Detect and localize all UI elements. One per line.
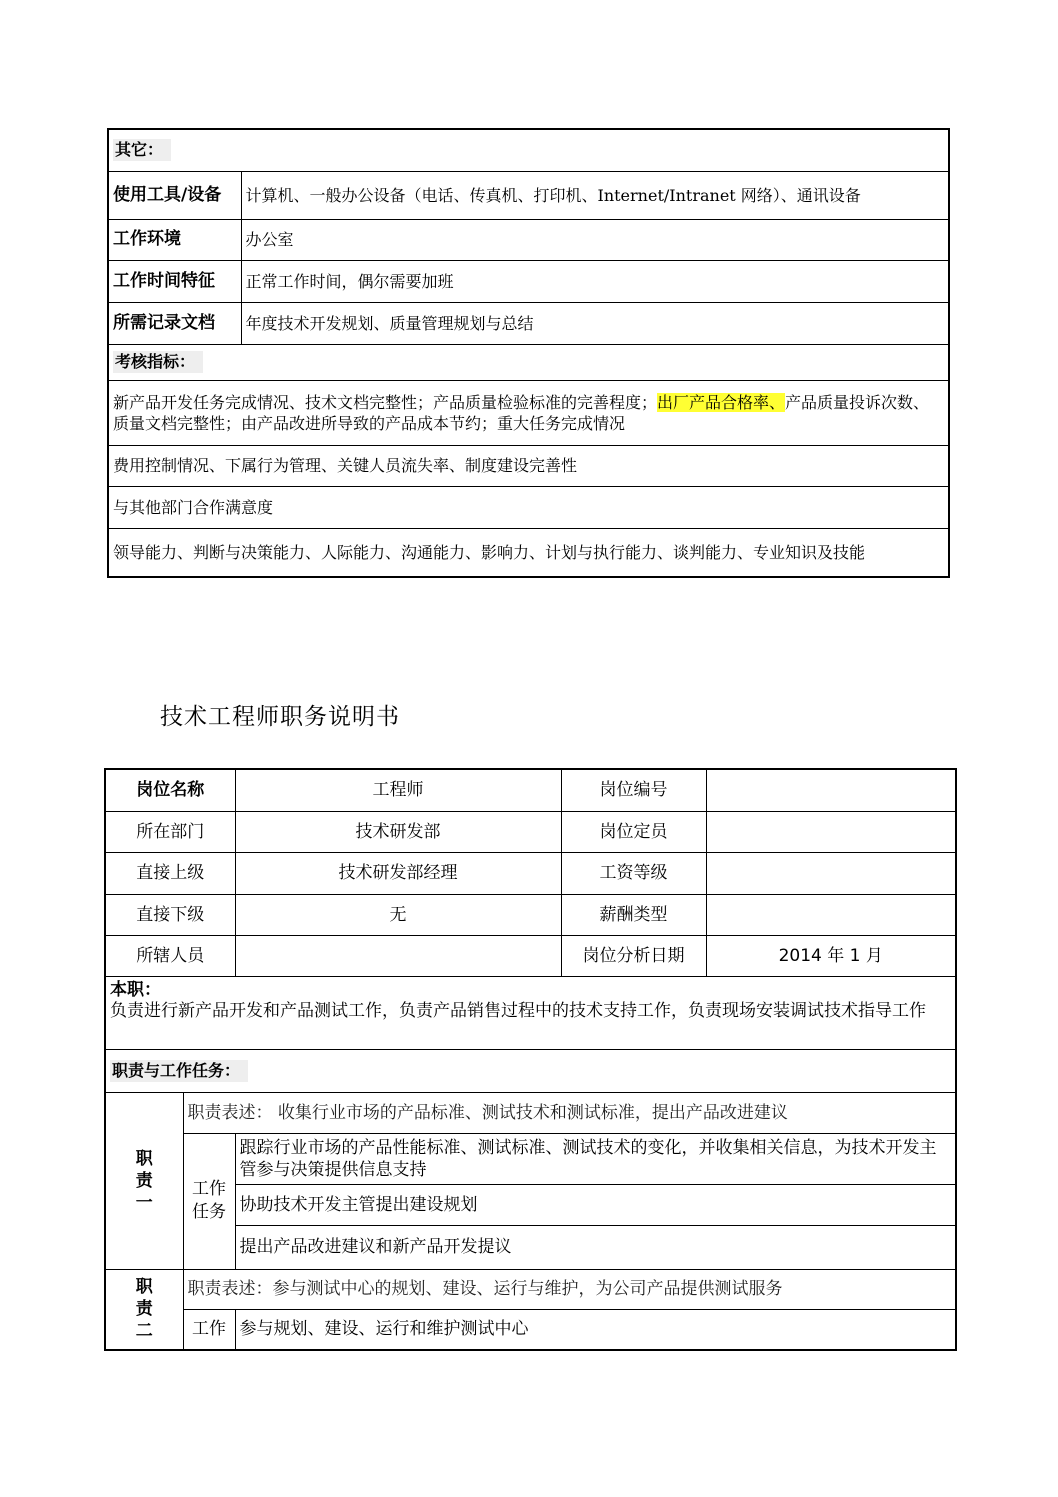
document-title: 技术工程师职务说明书 (160, 704, 400, 730)
duties-section-header: 职责与工作任务： (110, 1060, 248, 1082)
position-name-value: 工程师 (235, 769, 561, 811)
kpi-item-4: 领导能力、判断与决策能力、人际能力、沟通能力、影响力、计划与执行能力、谈判能力、专业知识及技能 (108, 528, 949, 577)
responsibility-row (105, 976, 956, 1049)
headcount-label: 岗位定员 (561, 811, 706, 852)
duty-2-statement: 职责表述：参与测试中心的规划、建设、运行与维护，为公司产品提供测试服务 (183, 1269, 956, 1309)
job-description-table (104, 768, 957, 1351)
kpi-item-1-text-b: 产品质量投诉次数、质量文档完整性；由产品改进所导致的产品成本节约；重大任务完成情况 (113, 392, 930, 433)
department-value: 技术研发部 (235, 811, 561, 852)
duty-2-label: 职 责 二 (105, 1269, 183, 1350)
duty-1-task-2: 协助技术开发主管提出建设规划 (235, 1184, 956, 1225)
tools-value: 计算机、一般办公设备（电话、传真机、打印机、Internet/Intranet 网络）、通讯设备 (241, 171, 949, 219)
environment-label: 工作环境 (108, 219, 241, 260)
duty-1-task-1: 跟踪行业市场的产品性能标准、测试标准、测试技术的变化，并收集相关信息，为技术开发主管参与决策提供信息支持 (235, 1133, 956, 1184)
salary-grade-value (706, 852, 956, 894)
kpi-section-header: 考核指标： (113, 351, 203, 373)
kpi-item-3: 与其他部门合作满意度 (108, 486, 949, 528)
position-code-label: 岗位编号 (561, 769, 706, 811)
pay-type-label: 薪酬类型 (561, 894, 706, 935)
responsibility-header: 本职： (110, 979, 161, 1000)
duties-section-row (105, 1049, 956, 1092)
other-info-table (107, 128, 950, 578)
salary-grade-label: 工资等级 (561, 852, 706, 894)
staff-value (235, 935, 561, 976)
kpi-item-2: 费用控制情况、下属行为管理、关键人员流失率、制度建设完善性 (108, 445, 949, 486)
responsibility-text: 负责进行新产品开发和产品测试工作，负责产品销售过程中的技术支持工作，负责现场安装调试技术指导工作 (110, 1000, 926, 1021)
duty-1-label: 职 责 一 (105, 1092, 183, 1269)
work-time-value: 正常工作时间，偶尔需要加班 (241, 260, 949, 302)
duty-2-task-1: 参与规划、建设、运行和维护测试中心 (235, 1309, 956, 1350)
position-name-label: 岗位名称 (105, 769, 235, 811)
other-section-row (108, 129, 949, 171)
kpi-item-1 (108, 380, 949, 445)
duty-1-task-label: 工作 任务 (183, 1133, 235, 1269)
duty-1-statement: 职责表述： 收集行业市场的产品标准、测试技术和测试标准，提出产品改进建议 (183, 1092, 956, 1133)
kpi-highlight: 出厂产品合格率、 (657, 392, 786, 412)
pay-type-value (706, 894, 956, 935)
position-code-value (706, 769, 956, 811)
other-section-header: 其它： (113, 139, 171, 161)
documents-label: 所需记录文档 (108, 302, 241, 344)
documents-value: 年度技术开发规划、质量管理规划与总结 (241, 302, 949, 344)
supervisor-value: 技术研发部经理 (235, 852, 561, 894)
environment-value: 办公室 (241, 219, 949, 260)
work-time-label: 工作时间特征 (108, 260, 241, 302)
supervisor-label: 直接上级 (105, 852, 235, 894)
staff-label: 所辖人员 (105, 935, 235, 976)
headcount-value (706, 811, 956, 852)
duty-2-task-label: 工作 (183, 1309, 235, 1350)
analysis-date-value: 2014 年 1 月 (706, 935, 956, 976)
subordinate-value: 无 (235, 894, 561, 935)
kpi-item-1-text-a: 新产品开发任务完成情况、技术文档完整性；产品质量检验标准的完善程度； (113, 392, 658, 412)
duty-1-task-3: 提出产品改进建议和新产品开发提议 (235, 1225, 956, 1269)
subordinate-label: 直接下级 (105, 894, 235, 935)
kpi-section-row (108, 344, 949, 380)
tools-label: 使用工具/设备 (108, 171, 241, 219)
department-label: 所在部门 (105, 811, 235, 852)
analysis-date-label: 岗位分析日期 (561, 935, 706, 976)
